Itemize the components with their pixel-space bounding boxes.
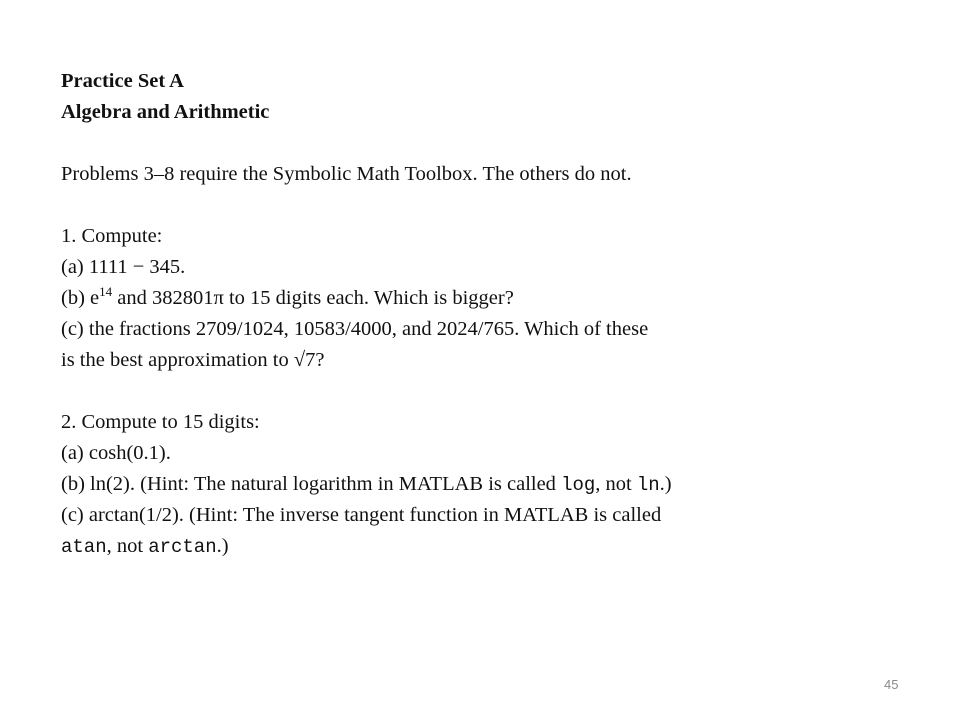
practice-set-title: Practice Set A <box>61 70 184 92</box>
slide-content <box>61 66 921 562</box>
problem-1c-line-2: is the best approximation to √7? <box>61 349 325 371</box>
problem-2a: (a) cosh(0.1). <box>61 442 171 464</box>
code-arctan: arctan <box>148 536 217 558</box>
problem-2c-text-3: .) <box>216 535 229 557</box>
problem-1a: (a) 1111 − 345. <box>61 256 186 278</box>
code-log: log <box>561 474 596 496</box>
spacer <box>61 190 921 221</box>
practice-set-subtitle: Algebra and Arithmetic <box>61 101 270 123</box>
spacer <box>61 128 921 159</box>
intro-text: Problems 3–8 require the Symbolic Math Toolbox. The others do not. <box>61 163 632 185</box>
problem-2b-text-3: .) <box>659 473 672 495</box>
problem-2b-text-2: , not <box>595 473 637 495</box>
problem-1b-suffix: and 382801π to 15 digits each. Which is bigger? <box>112 287 514 309</box>
spacer <box>61 376 921 407</box>
code-atan: atan <box>61 536 107 558</box>
problem-2-heading: 2. Compute to 15 digits: <box>61 411 260 433</box>
problem-2c-line-2 <box>61 531 921 562</box>
code-ln: ln <box>636 474 660 496</box>
problem-1b-prefix: (b) e <box>61 287 100 309</box>
problem-1-heading: 1. Compute: <box>61 225 163 247</box>
problem-1b <box>61 283 921 314</box>
problem-1c-line-1: (c) the fractions 2709/1024, 10583/4000, and 2024/765. Which of these <box>61 318 649 340</box>
problem-2c-text-2: , not <box>106 535 149 557</box>
problem-2c-line-1: (c) arctan(1/2). (Hint: The inverse tangent function in MATLAB is called <box>61 504 662 526</box>
page-number: 45 <box>884 677 899 692</box>
problem-2b <box>61 469 921 500</box>
problem-2b-text: (b) ln(2). (Hint: The natural logarithm in MATLAB is called <box>61 473 562 495</box>
problem-1b-exponent: 14 <box>99 284 113 299</box>
